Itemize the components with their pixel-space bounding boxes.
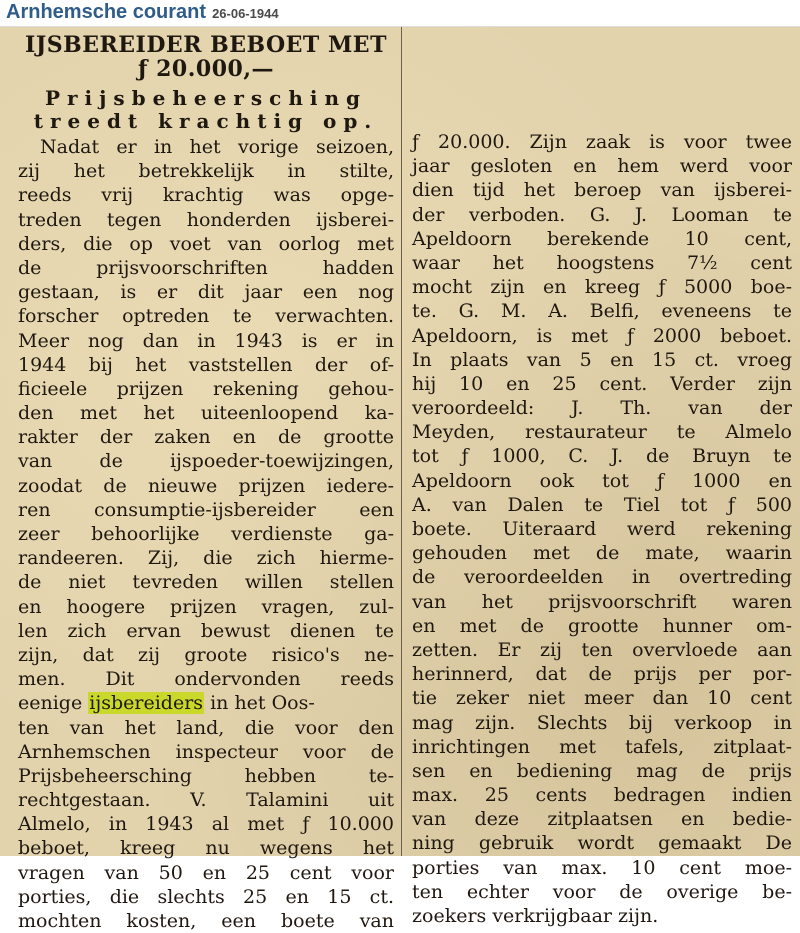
newspaper-clipping [0, 27, 800, 932]
text-line: zetten. Er zij ten overvloede aan [412, 638, 792, 661]
text-line: Apeldoorn berekende 10 cent, [412, 227, 792, 250]
article-left-column [0, 27, 400, 932]
column-divider [401, 27, 402, 856]
text-line: van de ijspoeder-toewijzingen, [18, 450, 394, 473]
text-line: porties, die slechts 25 en 15 ct. [18, 885, 394, 908]
text-line: ning gebruik wordt gemaakt De [412, 832, 792, 855]
text-line: te. G. M. A. Belfi, eveneens te [412, 300, 792, 323]
text-line: reeds vrij krachtig was opge- [18, 184, 394, 207]
text-line: de niet tevreden willen stellen [18, 571, 394, 594]
text-line: zoodat de nieuwe prijzen iedere- [18, 474, 394, 497]
text-line: Apeldoorn ook tot ƒ 1000 en [412, 469, 792, 492]
text-line: men. Dit ondervonden reeds [18, 668, 394, 691]
text-line: ren consumptie-ijsbereider een [18, 498, 394, 521]
text-line: de veroordeelden in overtreding [412, 566, 792, 589]
text-line: randeeren. Zij, die zich hierme- [18, 547, 394, 570]
text-line: zij het betrekkelijk in stilte, [18, 160, 394, 183]
text-line: van deze zitplaatsen en bedie- [412, 808, 792, 831]
text-line: mag zijn. Slechts bij verkoop in [412, 711, 792, 734]
text-line: vragen van 50 en 25 cent voor [18, 861, 394, 884]
text-line: A. van Dalen te Tiel tot ƒ 500 [412, 493, 792, 516]
text-line: zijn, dat zij groote risico's ne- [18, 643, 394, 666]
text-line: zoekers verkrijgbaar zijn. [412, 905, 659, 927]
text-fragment: in het Oos- [210, 692, 315, 715]
text-line: jaar gesloten en hem werd voor [412, 155, 792, 178]
article-headline [18, 33, 394, 81]
text-line: veroordeeld: J. Th. van der [412, 397, 792, 420]
text-line: mochten kosten, een boete van [18, 910, 394, 932]
text-line: waar het hoogstens 7½ cent [412, 251, 792, 274]
text-line: treden tegen honderden ijsberei- [18, 208, 394, 231]
text-line: ten echter voor de overige be- [412, 880, 792, 903]
article-subheadline [18, 87, 394, 133]
text-line: sen en bediening mag de prijs [412, 759, 792, 782]
text-line: herinnerd, dat de prijs per por- [412, 663, 792, 686]
text-line: forscher optreden te verwachten. [18, 305, 394, 328]
text-line: rechtgestaan. V. Talamini uit [18, 789, 394, 812]
search-highlight[interactable]: ijsbereiders [89, 692, 204, 715]
publication-date: 26-06-1944 [212, 6, 279, 21]
text-line: van het prijsvoorschrift waren [412, 590, 792, 613]
text-line: Arnhemschen inspecteur voor de [18, 740, 394, 763]
publication-title[interactable]: Arnhemsche courant [6, 1, 207, 23]
text-line: mocht zijn en kreeg ƒ 5000 boe- [412, 276, 792, 299]
text-line: der verboden. G. J. Looman te [412, 203, 792, 226]
text-line: 1944 bij het vaststellen der of- [18, 353, 394, 376]
text-line: ten van het land, die voor den [18, 716, 394, 739]
text-line: tot ƒ 1000, C. J. de Bruyn te [412, 445, 792, 468]
text-line: len zich ervan bewust dienen te [18, 619, 394, 642]
text-line: Almelo, in 1943 al met ƒ 10.000 [18, 813, 394, 836]
text-line: Meer nog dan in 1943 is er in [18, 329, 394, 352]
text-line: ders, die op voet van oorlog met [18, 232, 394, 255]
text-line: Nadat er in het vorige seizoen, [40, 136, 394, 158]
text-line: de prijsvoorschriften hadden [18, 256, 394, 279]
text-line: rakter der zaken en de grootte [18, 426, 394, 449]
headline-line: ƒ 20.000,— [138, 56, 274, 82]
text-line: beboet, kreeg nu wegens het [18, 837, 394, 860]
text-line: inrichtingen met tafels, zitplaat- [412, 735, 792, 758]
text-line: In plaats van 5 en 15 ct. vroeg [412, 348, 792, 371]
text-line: ƒ 20.000. Zijn zaak is voor twee [412, 131, 792, 153]
text-line: den met het uiteenloopend ka- [18, 402, 394, 425]
text-line: gehouden met de mate, waarin [412, 542, 792, 565]
text-line: en hoogere prijzen vragen, zul- [18, 595, 394, 618]
text-line: Prijsbeheersching hebben te- [18, 764, 394, 787]
text-line: ficieele prijzen rekening gehou- [18, 377, 394, 400]
text-line-highlight [18, 691, 394, 715]
subhead-line: treedt krachtig op. [33, 109, 379, 133]
text-line: gestaan, is er dit jaar een nog [18, 281, 394, 304]
text-line: porties van max. 10 cent moe- [412, 856, 792, 879]
article-right-column [404, 27, 800, 927]
text-line: Meyden, restaurateur te Almelo [412, 421, 792, 444]
text-line: boete. Uiteraard werd rekening [412, 518, 792, 540]
text-line: zeer behoorlijke verdienste ga- [18, 523, 394, 545]
clipping-header [0, 0, 800, 27]
text-line: max. 25 cents bedragen indien [412, 784, 792, 807]
text-line: Apeldoorn, is met ƒ 2000 beboet. [412, 324, 792, 347]
text-line: hij 10 en 25 cent. Verder zijn [412, 372, 792, 395]
text-line: en met de grootte hunner om- [412, 614, 792, 637]
text-fragment: eenige [18, 692, 83, 715]
headline-line: IJSBEREIDER BEBOET MET [25, 32, 387, 58]
subhead-line: Prijsbeheersching [44, 86, 367, 110]
text-line: tie zeker niet meer dan 10 cent [412, 687, 792, 710]
text-line: dien tijd het beroep van ijsberei- [412, 179, 792, 202]
